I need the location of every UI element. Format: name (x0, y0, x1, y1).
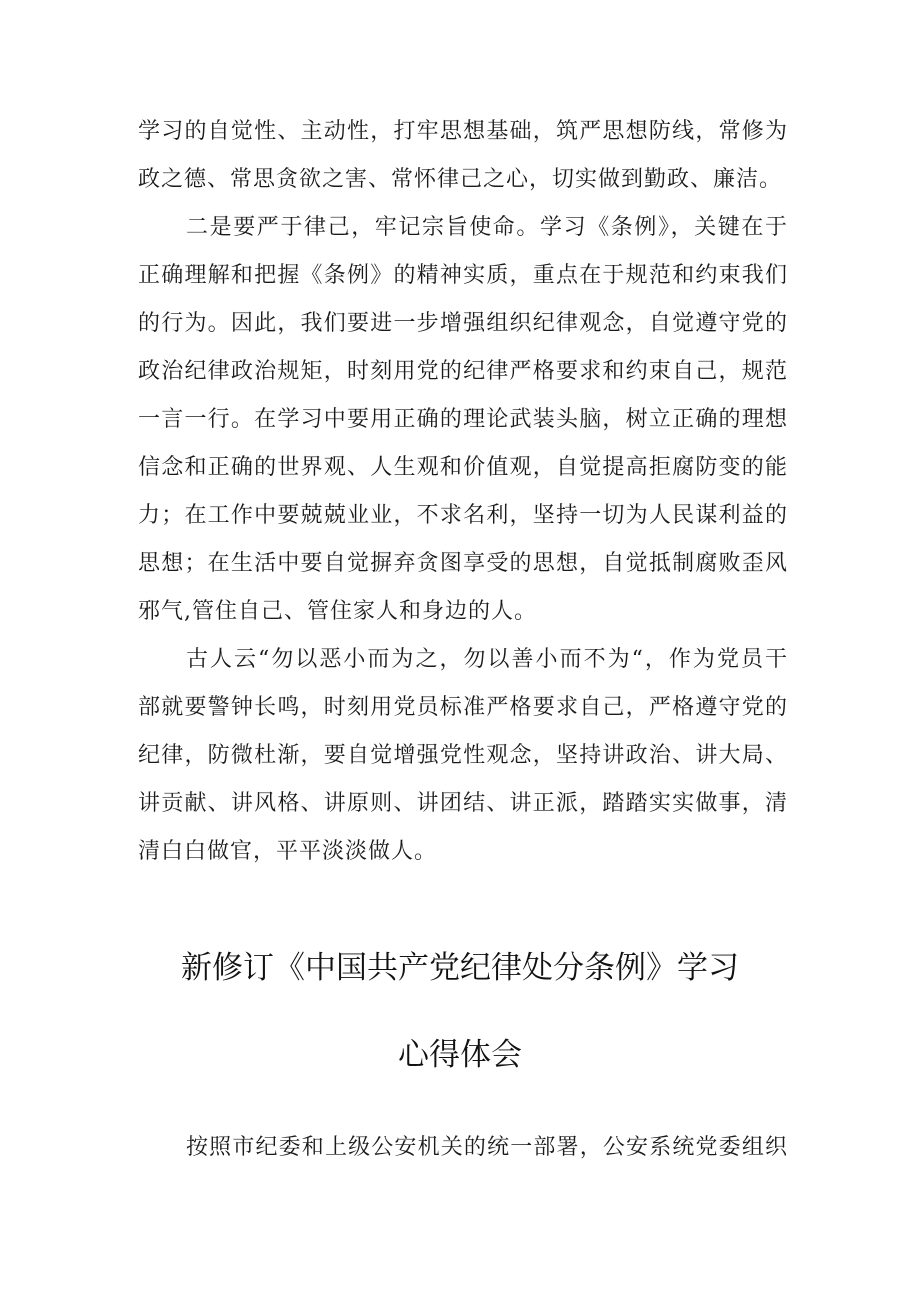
paragraph-line: 讲贡献、讲风格、讲原则、讲团结、讲正派，踏踏实实做事，清 (138, 791, 788, 816)
title-line-2: 心得体会 (398, 1037, 522, 1073)
paragraph-line: 一言一行。在学习中要用正确的理论武装头脑，树立正确的理想 (138, 407, 788, 432)
paragraph-line: 邪气,管住自己、管住家人和身边的人。 (138, 599, 537, 624)
paragraph-line: 部就要警钟长鸣，时刻用党员标准严格要求自己，严格遵守党的 (138, 695, 788, 720)
paragraph-line: 学习的自觉性、主动性，打牢思想基础，筑严思想防线，常修为 (138, 119, 788, 144)
paragraph-line: 信念和正确的世界观、人生观和价值观，自觉提高拒腐防变的能 (138, 455, 788, 480)
paragraph-line: 正确理解和把握《条例》的精神实质，重点在于规范和约束我们 (138, 263, 788, 288)
paragraph-line: 的行为。因此，我们要进一步增强组织纪律观念，自觉遵守党的 (138, 311, 788, 336)
paragraph-line: 古人云“勿以恶小而为之，勿以善小而不为“，作为党员干 (186, 647, 788, 672)
paragraph-line: 思想；在生活中要自觉摒弃贪图享受的思想，自觉抵制腐败歪风 (138, 551, 788, 576)
paragraph-line: 政治纪律政治规矩，时刻用党的纪律严格要求和约束自己，规范 (138, 359, 788, 384)
paragraph-line: 清白白做官，平平淡淡做人。 (138, 839, 438, 864)
paragraph-line: 力；在工作中要兢兢业业，不求名利，坚持一切为人民谋利益的 (138, 503, 788, 528)
paragraph-line: 纪律，防微杜渐，要自觉增强党性观念，坚持讲政治、讲大局、 (138, 743, 788, 768)
paragraph-line: 政之德、常思贪欲之害、常怀律己之心，切实做到勤政、廉洁。 (138, 167, 783, 192)
paragraph-line: 按照市纪委和上级公安机关的统一部署，公安系统党委组织 (186, 1135, 788, 1160)
title-line-1: 新修订《中国共产党纪律处分条例》学习 (181, 950, 739, 986)
paragraph-line: 二是要严于律己，牢记宗旨使命。学习《条例》，关键在于 (186, 215, 788, 240)
